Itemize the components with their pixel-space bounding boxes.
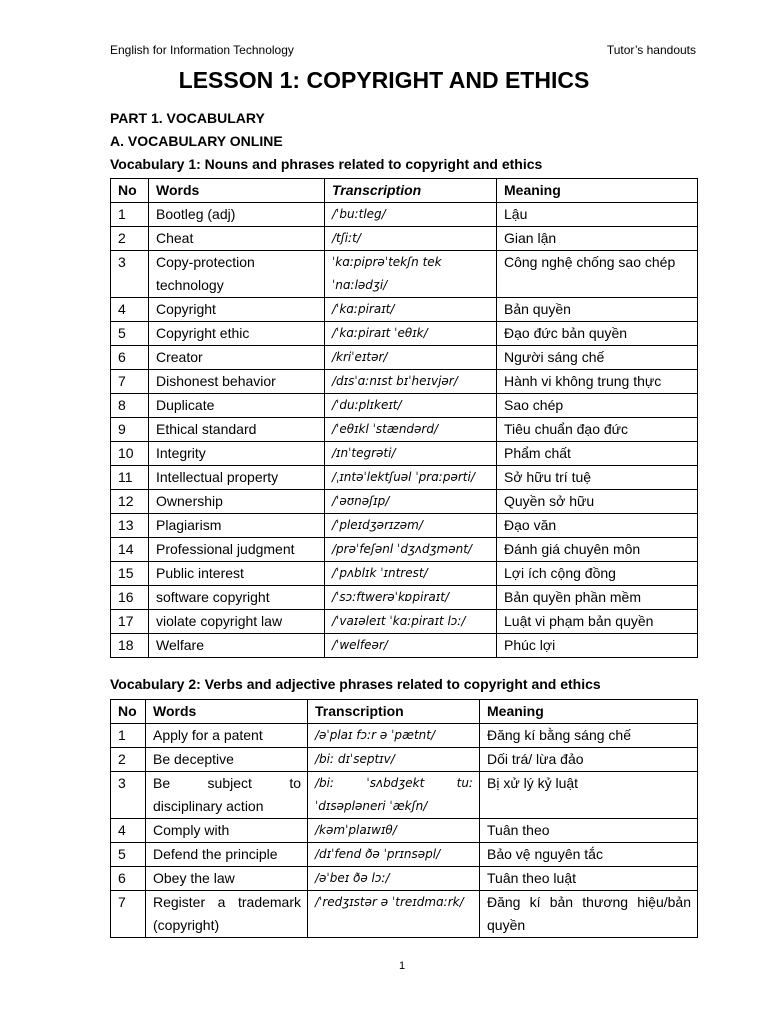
word-cell: Ethical standard [149,418,325,442]
transcription-cell: /əˈplaɪ fɔːr ə ˈpætnt/ [308,724,480,748]
word-cell: software copyright [149,586,325,610]
table-row [111,891,698,938]
table-row [111,370,698,394]
row-number-cell: 7 [111,891,146,938]
col-header-no: No [111,700,146,724]
row-number-cell: 7 [111,370,149,394]
transcription-cell: /kriˈeɪtər/ [325,346,497,370]
meaning-cell: Hành vi không trung thực [497,370,698,394]
word-cell: Public interest [149,562,325,586]
row-number-cell: 13 [111,514,149,538]
transcription-cell: /ˈsɔːftwerəˈkɒpiraɪt/ [325,586,497,610]
meaning-cell: Tiêu chuẩn đạo đức [497,418,698,442]
word-cell: Copyright ethic [149,322,325,346]
meaning-cell: Phúc lợi [497,634,698,658]
meaning-cell: Sao chép [497,394,698,418]
meaning-cell: Bị xử lý kỷ luật [480,772,698,819]
word-cell: Duplicate [149,394,325,418]
row-number-cell: 1 [111,724,146,748]
row-number-cell: 12 [111,490,149,514]
word-cell: Be subject to disciplinary action [146,772,308,819]
row-number-cell: 2 [111,748,146,772]
meaning-cell: Tuân theo [480,819,698,843]
row-number-cell: 3 [111,251,149,298]
row-number-cell: 4 [111,819,146,843]
meaning-cell: Đạo văn [497,514,698,538]
table-row [111,610,698,634]
table-row [111,203,698,227]
row-number-cell: 6 [111,346,149,370]
table-row [111,772,698,819]
table-row [111,843,698,867]
meaning-cell: Lậu [497,203,698,227]
running-header-left: English for Information Technology [110,43,294,57]
transcription-cell: /tʃiːt/ [325,227,497,251]
word-cell: Defend the principle [146,843,308,867]
word-cell: Cheat [149,227,325,251]
word-cell: Apply for a patent [146,724,308,748]
meaning-cell: Bản quyền phần mềm [497,586,698,610]
transcription-cell: /biː dɪˈseptɪv/ [308,748,480,772]
row-number-cell: 9 [111,418,149,442]
row-number-cell: 1 [111,203,149,227]
meaning-cell: Luật vi phạm bản quyền [497,610,698,634]
word-cell: Professional judgment [149,538,325,562]
vocab2-table [110,699,698,938]
row-number-cell: 15 [111,562,149,586]
transcription-cell: /ˈpleɪdʒərɪzəm/ [325,514,497,538]
col-header-words: Words [149,179,325,203]
row-number-cell: 3 [111,772,146,819]
row-number-cell: 16 [111,586,149,610]
vocab1-table [110,178,698,658]
meaning-cell: Đánh giá chuyên môn [497,538,698,562]
table-header-row [111,700,698,724]
word-cell: Intellectual property [149,466,325,490]
meaning-cell: Quyền sở hữu [497,490,698,514]
table-row [111,322,698,346]
col-header-no: No [111,179,149,203]
row-number-cell: 6 [111,867,146,891]
col-header-meaning: Meaning [497,179,698,203]
word-cell: Integrity [149,442,325,466]
row-number-cell: 17 [111,610,149,634]
vocab2-caption: Vocabulary 2: Verbs and adjective phrases related to copyright and ethics [110,676,601,692]
word-cell: Obey the law [146,867,308,891]
table-row [111,490,698,514]
transcription-cell: /əˈbeɪ ðə lɔː/ [308,867,480,891]
row-number-cell: 5 [111,843,146,867]
col-header-words: Words [146,700,308,724]
meaning-cell: Bảo vệ nguyên tắc [480,843,698,867]
transcription-cell: /ˈkɑːpiraɪt ˈeθɪk/ [325,322,497,346]
row-number-cell: 8 [111,394,149,418]
word-cell: Plagiarism [149,514,325,538]
word-cell: Comply with [146,819,308,843]
row-number-cell: 14 [111,538,149,562]
meaning-cell: Dối trá/ lừa đảo [480,748,698,772]
transcription-cell: /biː ˈsʌbdʒekt tuː ˈdɪsəpləneri ˈækʃn/ [308,772,480,819]
word-cell: Copyright [149,298,325,322]
table-row [111,251,698,298]
table-row [111,418,698,442]
table-row [111,867,698,891]
word-cell: Ownership [149,490,325,514]
table-row [111,634,698,658]
page-title: LESSON 1: COPYRIGHT AND ETHICS [178,67,590,93]
col-header-transcription: Transcription [325,179,497,203]
transcription-cell: /prəˈfeʃənl ˈdʒʌdʒmənt/ [325,538,497,562]
transcription-cell: /ˌɪntəˈlektʃuəl ˈprɑːpərti/ [325,466,497,490]
table-row [111,586,698,610]
page-number: 1 [398,960,406,972]
table-row [111,466,698,490]
meaning-cell: Công nghệ chống sao chép [497,251,698,298]
transcription-cell: /dɪsˈɑːnɪst bɪˈheɪvjər/ [325,370,497,394]
row-number-cell: 2 [111,227,149,251]
table-header-row [111,179,698,203]
meaning-cell: Người sáng chế [497,346,698,370]
table-row [111,346,698,370]
row-number-cell: 18 [111,634,149,658]
row-number-cell: 10 [111,442,149,466]
meaning-cell: Lợi ích cộng đồng [497,562,698,586]
running-header-right: Tutor’s handouts [606,43,696,57]
transcription-cell: /ˈkɑːpiraɪt/ [325,298,497,322]
table-row [111,724,698,748]
transcription-cell: ˈkɑːpiprəˈtekʃn tekˈnɑːlədʒi/ [325,251,497,298]
word-cell: violate copyright law [149,610,325,634]
transcription-cell: /ˈredʒɪstər ə ˈtreɪdmɑːrk/ [308,891,480,938]
table-row [111,538,698,562]
section-heading: A. VOCABULARY ONLINE [110,133,283,149]
word-cell: Creator [149,346,325,370]
table-row [111,394,698,418]
meaning-cell: Đăng kí bằng sáng chế [480,724,698,748]
meaning-cell: Sở hữu trí tuệ [497,466,698,490]
transcription-cell: /ˈeθɪkl ˈstændərd/ [325,418,497,442]
meaning-cell: Phẩm chất [497,442,698,466]
table-row [111,227,698,251]
transcription-cell: /ˈəʊnəʃɪp/ [325,490,497,514]
word-cell: Copy-protection technology [149,251,325,298]
col-header-meaning: Meaning [480,700,698,724]
meaning-cell: Đăng kí bản thương hiệu/bản quyền [480,891,698,938]
row-number-cell: 5 [111,322,149,346]
meaning-cell: Bản quyền [497,298,698,322]
word-cell: Be deceptive [146,748,308,772]
table-row [111,442,698,466]
transcription-cell: /ˈduːplɪkeɪt/ [325,394,497,418]
table-row [111,819,698,843]
transcription-cell: /ˈwelfeər/ [325,634,497,658]
meaning-cell: Đạo đức bản quyền [497,322,698,346]
meaning-cell: Gian lận [497,227,698,251]
word-cell: Bootleg (adj) [149,203,325,227]
table-row [111,298,698,322]
row-number-cell: 11 [111,466,149,490]
part-heading: PART 1. VOCABULARY [110,110,265,126]
transcription-cell: /ˈbuːtleg/ [325,203,497,227]
row-number-cell: 4 [111,298,149,322]
meaning-cell: Tuân theo luật [480,867,698,891]
word-cell: Dishonest behavior [149,370,325,394]
transcription-cell: /dɪˈfend ðə ˈprɪnsəpl/ [308,843,480,867]
transcription-cell: /ɪnˈtegrəti/ [325,442,497,466]
vocab1-caption: Vocabulary 1: Nouns and phrases related to copyright and ethics [110,156,543,172]
col-header-transcription: Transcription [308,700,480,724]
table-row [111,748,698,772]
word-cell: Register a trademark (copyright) [146,891,308,938]
table-row [111,514,698,538]
transcription-cell: /ˈpʌblɪk ˈɪntrest/ [325,562,497,586]
transcription-cell: /ˈvaɪəleɪt ˈkɑːpiraɪt lɔː/ [325,610,497,634]
transcription-cell: /kəmˈplaɪwɪθ/ [308,819,480,843]
table-row [111,562,698,586]
word-cell: Welfare [149,634,325,658]
